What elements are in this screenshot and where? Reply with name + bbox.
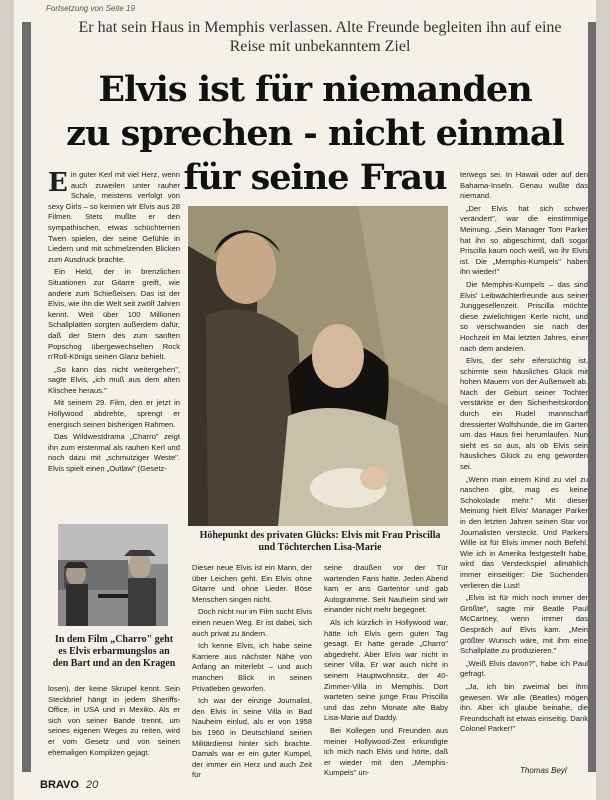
charro-film-still	[58, 524, 168, 626]
paragraph: „Wenn man einem Kind zu viel zu naschen gibt, mag es keine Schokolade mehr." Mit dieser Meinung hielt Elvis' Manager Parker in den letzten Jahren seinen Star vor Journalisten versteckt. Und Parkers Wille ist für Elvis immer noch Befehl. Wie ich in Amerika festgestellt habe, wird das Versteckspiel allmählich immer einseitiger: Die Suchenden verlieren die Lust!	[460, 474, 588, 590]
page-edge-right	[596, 0, 610, 800]
paragraph: „So kann das nicht weitergehen", sagte Elvis, „ich muß aus dem alten Klischee heraus."	[48, 364, 180, 395]
paragraph: Ein Held, der in brenzlichen Situationen zur Gitarre greift, wie andere zum Schießeisen. Das ist der Elvis, wie ihn die Welt seit zwölf Jahren kennt. Weit über 100 Millionen Schallplatten sorgten außerdem dafür, daß der Stern des zum sanften Popschog übergewechselten Rock n'Roll-Königs seinen Glanz behielt.	[48, 267, 180, 362]
continuation-note: Fortsetzung von Seite 19	[46, 4, 135, 13]
paragraph: Dieser neue Elvis ist ein Mann, der über Leichen geht. Ein Elvis ohne Gitarre und ohne Lieder. Böse Menschen singen nicht.	[192, 563, 312, 604]
page-band-left	[22, 22, 31, 772]
paragraph: „Weiß Elvis davon?", habe ich Paul gefragt.	[460, 658, 588, 679]
paragraph: Das Wildwestdrama „Charro" zeigt ihn zum erstenmal als rauhen Kerl und noch dazu mit „schmutziger Weste". Elvis spielt einen „Outlaw" (Gesetz-	[48, 432, 180, 474]
article-column-2	[192, 563, 312, 783]
paragraph: terwegs sei. In Hawaii oder auf den Bahama-Inseln. Genau wußte das niemand.	[460, 170, 588, 201]
paragraph: Ein guter Kerl mit viel Herz, wenn auch zuweilen unter rauher Schale, meistens verfolgt von sexy Girls – so kennen wir Elvis aus 28 Filmen. Stets mußte er den sympathischen, etwas schüchternen Twen spielen, der seine Gefühle in Liedern und mit schmelzenden Blicken zum Ausdruck brachte.	[48, 168, 180, 264]
paragraph: losen), der keine Skrupel kennt. Sein Steckbrief hängt in jedem Sheriffs-Office, in USA und in Mexiko. Als er sich von seiner Bande trennt, um seines eigenen Weges zu reiten, wird er vom Gesetz und von seinen ehemaligen Komplizen gejagt.	[48, 684, 180, 757]
paragraph: Mit seinem 29. Film, den er jetzt in Hollywood abdrehte, sprengt er energisch seinen bisherigen Rahmen.	[48, 398, 180, 429]
page-number: 20	[85, 779, 99, 791]
paragraph: seine draußen vor der Tür wartenden Fans hatte. Jeden Abend kam er ans Gartentor und gab Autogramme. Seit Nauheim sind wir einander nicht mehr begegnet.	[324, 563, 448, 615]
page-edge-left	[0, 0, 14, 800]
paragraph: „Der Elvis hat sich schwer verändert", war die einstimmige Meinung. „Sein Manager Tom Parker hat ihn so abgeschirmt, daß sogar Priscilla kaum noch weiß, wo ihr Elvis ist. Die „Memphis-Kumpels" haben ihn wieder!"	[460, 203, 588, 277]
family-photo-illustration	[188, 206, 448, 526]
article-column-1-continued	[48, 684, 180, 760]
charro-still-caption: In dem Film „Charro" geht es Elvis erbarmungslos an den Bart und an den Kragen	[52, 634, 176, 669]
paragraph: Elvis, der sehr eifersüchtig ist, schirmte sein häusliches Glück mit hohen Mauern von der Außenwelt ab. Nach der Geburt seiner Tochter verstärkte er den Sicherheitskordon durch ein Rudel mannscharf dressierter Wolfshunde, die im Garten um das Haus frei herumlaufen. Nun sieht es so aus, als ob Elvis sein häusliches Glück zu eng geworden sei.	[460, 356, 588, 472]
paragraph: Die Memphis-Kumpels – das sind Elvis' Leibwächterfreunde aus seiner Junggesellenzeit. Priscilla möchte diese zwielichtigen Kerle nicht, und so verschwanden sie nach der Hochzeit im Mai letzten Jahres, einer nach dem anderen.	[460, 279, 588, 353]
author-signature: Thomas Beyl	[520, 766, 567, 775]
paragraph: Ich war der einzige Journalist, den Elvis in seine Villa in Bad Nauheim einlud, als er von 1958 bis 1960 in Deutschland seinen Militärdienst hinter sich brachte. Damals war er ein guter Kumpel, der immer ein Herz und auch Zeit für	[192, 696, 312, 780]
magazine-logo: BRAVO	[40, 779, 79, 791]
paragraph: „Ja, ich bin zweimal bei ihm gewesen. Wir alle (Beatles) mögen ihn. Aber ich glaube beinahe, die Freundschaft ist etwas einseitig. Dank Colonel Parker!"	[460, 681, 588, 734]
paragraph: „Elvis ist für mich noch immer der Größte", sagte mir Beatle Paul McCartney, wenn immer das Gespräch auf Elvis kam. „Mein größter Wunsch wäre, mit ihm eine Schallplatte zu produzieren."	[460, 593, 588, 656]
paragraph: Doch nicht nur im Film sucht Elvis einen neuen Weg. Er ist dabei, sich auch privat zu ändern.	[192, 607, 312, 638]
article-column-3	[324, 563, 448, 781]
headline-line-1: Elvis ist für niemanden	[98, 69, 532, 110]
page-footer	[40, 779, 98, 791]
article-column-1	[48, 170, 180, 477]
article-column-4	[460, 170, 588, 737]
paragraph: Ich kenne Elvis, ich habe seine Karriere aus nächster Nähe von Anfang an miterlebt – und auch manchen Blick in seinen Privatleben geworfen.	[192, 641, 312, 693]
drop-cap: E	[48, 168, 68, 198]
headline-line-3: für seine Frau	[183, 157, 447, 198]
paragraph: Als ich kürzlich in Hollywood war, hätte ich Elvis gern guten Tag gesagt. Er hatte gerade „Charro" abgedreht. Aber Elvis war nicht in seiner Villa. Er war auch nicht in seinem Hauptwohnsitz, der 40-Zimmer-Villa in Memphis. Dort warteten seine junge Frau Priscilla und das zehn Monate alte Baby Lisa-Marie auf Daddy.	[324, 617, 448, 723]
family-photo-caption: Höhepunkt des privaten Glücks: Elvis mit Frau Priscilla und Töchterchen Lisa-Marie	[199, 530, 441, 553]
paragraph: Bei Kollegen und Freunden aus meiner Hollywood-Zeit erkundigte ich mich nach Elvis und hörte, daß er wieder mit den „Memphis-Kumpels" un-	[324, 725, 448, 778]
kicker-text: Er hat sein Haus in Memphis verlassen. Alte Freunde begleiten ihn auf eine Reise mit unbekanntem Ziel	[78, 19, 562, 55]
family-photo	[188, 206, 448, 526]
charro-still-illustration	[58, 524, 168, 626]
headline-line-2: zu sprechen - nicht einmal	[66, 113, 564, 154]
